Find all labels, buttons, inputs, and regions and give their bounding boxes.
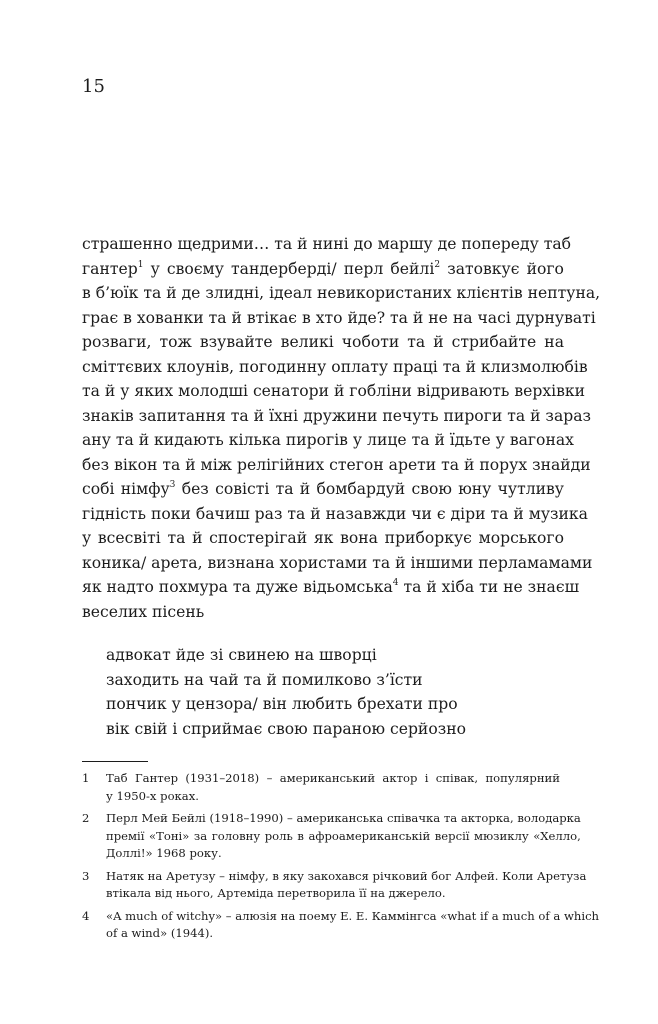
footnote-text <box>106 810 581 863</box>
text-segment: знаків запитання та й їхні дружини печуть пироги та й зараз <box>82 406 592 425</box>
text-segment: без вікон та й між релігійних стегон арети та й порух знайди <box>82 455 591 474</box>
footnote-number: 2 <box>82 811 90 825</box>
text-line <box>82 379 586 404</box>
verse-stanza <box>106 643 466 741</box>
text-segment: затовкує його <box>447 259 564 278</box>
text-segment: у своєму тандерберді/ перл бейлі <box>150 259 435 278</box>
verse-line: вік свій і сприймає свою параною серйозно <box>106 719 467 738</box>
text-line <box>82 600 564 625</box>
footnote-text <box>106 770 560 805</box>
footnotes <box>82 770 600 948</box>
text-line <box>82 281 601 306</box>
verse-line: адвокат йде зі свинею на шворці <box>106 646 377 664</box>
text-segment: сміттєвих клоунів, погодинну оплату праці та й клизмолюбів <box>82 357 588 376</box>
text-segment: у всесвіті та й спостерігай як вона приборкує морського <box>82 529 564 547</box>
text-segment: в б’юїк та й де злидні, ідеал невикористаних клієнтів нептуна, <box>82 284 601 302</box>
footnote-line: Доллі!» 1968 року. <box>106 846 222 860</box>
verse-line: заходить на чай та й помилково з’їсти <box>106 670 423 689</box>
text-line <box>82 526 564 551</box>
footnote-line: «A much of witchy» – алюзія на поему Е. Е. Каммінгса «what if a much of a which <box>106 908 600 923</box>
footnote-item <box>82 868 587 903</box>
text-line <box>82 502 588 527</box>
footnote-separator <box>82 761 148 762</box>
footnote-item <box>82 770 560 805</box>
text-segment: гантер <box>82 259 138 278</box>
footnote-text <box>106 908 599 943</box>
footnote-number: 4 <box>82 908 90 923</box>
text-line <box>82 232 572 257</box>
footnote-marker: 3 <box>169 480 176 490</box>
footnote-line: у 1950-х роках. <box>106 788 199 803</box>
text-segment: та й у яких молодші сенатори й гобліни відривають верхівки <box>82 382 586 400</box>
footnote-line: Натяк на Аретузу – німфу, в яку закохався річковий бог Алфей. Коли Аретуза <box>106 868 587 883</box>
footnote-line: втікала від нього, Артеміда перетворила її на джерело. <box>106 886 446 900</box>
text-segment: коника/ арета, визнана хористами та й іншими перламамами <box>82 553 593 572</box>
footnote-line: Таб Гантер (1931–2018) – американський актор і співак, популярний <box>106 771 560 785</box>
text-segment: собі німфу <box>82 480 170 498</box>
text-segment: страшенно щедрими… та й нині до маршу де попереду таб <box>82 235 572 253</box>
footnote-line: Перл Мей Бейлі (1918–1990) – американська співачка та акторка, володарка <box>106 811 581 825</box>
footnote-item <box>82 908 600 943</box>
footnote-marker: 4 <box>392 578 399 588</box>
text-segment: ану та й кидають кілька пирогів у лице та й їдьте у вагонах <box>82 431 574 449</box>
text-segment: веселих пісень <box>82 602 205 621</box>
text-segment: грає в хованки та й втікає в хто йде? та й не на часі дурнуваті <box>82 308 596 327</box>
verse-line: пончик у цензора/ він любить брехати про <box>106 695 458 713</box>
text-line <box>82 575 580 600</box>
page-number: 15 <box>82 76 105 97</box>
text-segment: та й хіба ти не знаєш <box>403 578 580 596</box>
text-line <box>82 355 588 380</box>
footnote-line: of a wind» (1944). <box>106 926 214 940</box>
text-segment: розваги, тож взувайте великі чоботи та й стрибайте на <box>82 333 564 351</box>
text-line <box>82 257 564 282</box>
text-line <box>82 551 593 576</box>
footnote-number: 1 <box>82 771 90 785</box>
text-line <box>82 404 592 429</box>
text-line <box>82 428 574 453</box>
text-segment: як надто похмура та дуже відьомська <box>82 578 393 596</box>
footnote-text <box>106 868 586 903</box>
footnote-item <box>82 810 581 863</box>
text-line <box>82 306 596 331</box>
text-line <box>82 330 564 355</box>
text-segment: гідність поки бачиш раз та й назавжди чи є діри та й музика <box>82 504 588 523</box>
text-segment: без совісті та й бомбардуй свою юну чутливу <box>181 480 564 498</box>
text-line <box>82 453 591 478</box>
footnote-marker: 2 <box>434 259 441 270</box>
footnote-number: 3 <box>82 868 90 883</box>
footnote-marker: 1 <box>137 259 144 270</box>
main-text <box>82 232 601 624</box>
footnote-line: премії «Тоні» за головну роль в афроамериканській версії мюзиклу «Хелло, <box>106 828 581 843</box>
text-line <box>82 477 564 502</box>
